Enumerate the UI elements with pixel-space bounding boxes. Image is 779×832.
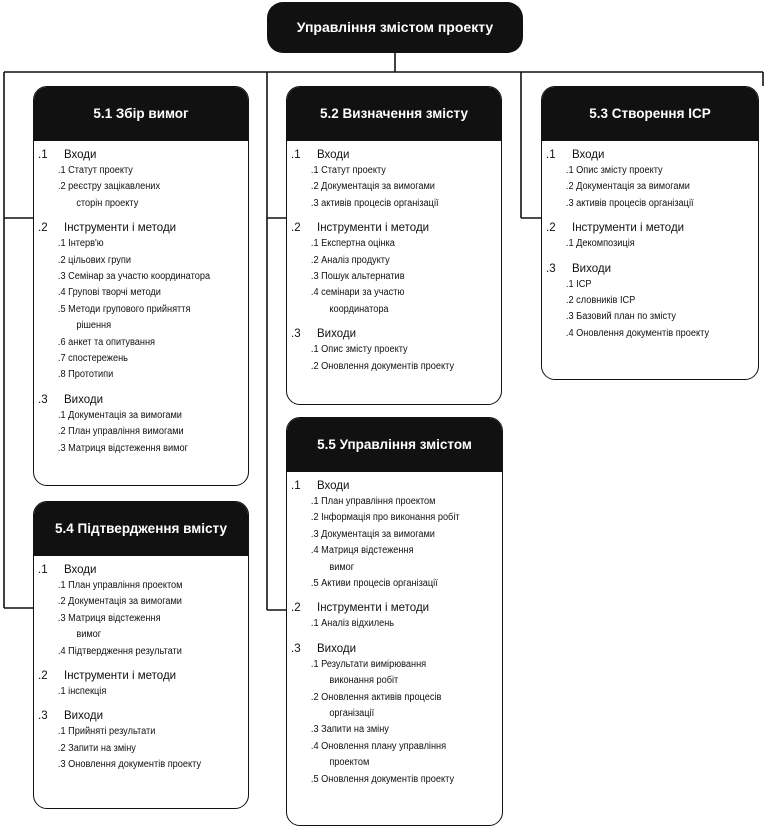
item-number: .1	[565, 238, 574, 250]
section	[34, 669, 248, 700]
list-item	[287, 196, 484, 212]
section-label: Інструменти і методи	[317, 602, 430, 615]
list-item	[34, 163, 231, 179]
section-label: Виходи	[64, 393, 103, 406]
list-item	[287, 342, 484, 358]
item-text: Активи процесів організації	[321, 578, 438, 590]
list-item	[287, 527, 485, 543]
item-text: Оновлення активів процесів	[321, 691, 442, 703]
item-number: .4	[310, 545, 319, 557]
item-text: реєстру зацікавлених	[68, 181, 161, 193]
list-item-continuation: виконання робіт	[329, 675, 399, 687]
item-number: .1	[310, 165, 319, 176]
list-item	[287, 739, 485, 755]
item-number: .5	[310, 578, 319, 590]
section-number: .2	[546, 222, 556, 235]
list-item-continuation: сторін проекту	[76, 197, 139, 209]
item-number: .2	[57, 742, 66, 754]
item-number: .2	[310, 360, 319, 372]
section-label: Входи	[572, 149, 605, 161]
list-item	[34, 441, 231, 457]
section-label: Інструменти і методи	[64, 670, 177, 683]
item-text: спостережень	[68, 353, 128, 365]
item-number: .2	[57, 254, 66, 266]
list-item	[287, 359, 484, 375]
item-number: .4	[57, 645, 66, 657]
item-text: Документація за вимогами	[576, 181, 690, 193]
item-text: Матриця відстеження	[321, 545, 414, 557]
section-title	[287, 642, 502, 657]
item-text: Документація за вимогами	[321, 528, 435, 540]
item-text: Опис змісту проекту	[321, 344, 408, 356]
section-label: Виходи	[572, 262, 611, 275]
item-text: Декомпозиція	[576, 238, 635, 250]
process-title: 5.3 Створення ІСР	[542, 87, 758, 141]
list-item	[287, 163, 484, 179]
section-label: Входи	[317, 149, 350, 161]
list-item	[287, 616, 485, 632]
section	[34, 148, 248, 212]
item-text: Статут проекту	[321, 165, 386, 176]
process-title: 5.4 Підтвердження вмісту	[34, 502, 248, 556]
list-item	[287, 772, 485, 788]
item-number: .1	[310, 658, 319, 670]
list-item	[542, 179, 741, 195]
item-number: .2	[57, 181, 66, 193]
process-body	[34, 556, 248, 787]
list-item	[34, 179, 231, 195]
list-item	[34, 367, 231, 383]
item-number: .1	[310, 618, 319, 630]
section-label: Інструменти і методи	[64, 222, 177, 235]
list-item-continuation: вимог	[329, 561, 355, 573]
list-item	[287, 253, 484, 269]
process-title: 5.5 Управління змістом	[287, 418, 502, 472]
item-text: Оновлення документів проекту	[321, 773, 455, 785]
list-item	[34, 335, 231, 351]
item-number: .1	[57, 409, 66, 421]
item-text: Прийняті результати	[68, 726, 156, 738]
item-number: .1	[57, 238, 66, 250]
list-item-continuation: координатора	[329, 303, 389, 315]
item-text: Інтерв'ю	[68, 238, 104, 250]
item-text: Документація за вимогами	[68, 409, 182, 421]
section-title	[542, 221, 758, 236]
item-number: .2	[57, 426, 66, 438]
item-number: .2	[310, 691, 319, 703]
section-label: Інструменти і методи	[572, 222, 685, 235]
section-label: Виходи	[317, 642, 356, 655]
item-number: .5	[57, 303, 66, 315]
list-item	[287, 285, 484, 301]
item-text: Семінар за участю координатора	[68, 271, 211, 283]
section-label: Входи	[317, 480, 350, 492]
item-text: Опис змісту проекту	[576, 165, 663, 176]
item-text: Експертна оцінка	[321, 238, 395, 250]
process-box-control-scope	[286, 417, 503, 826]
item-text: інспекція	[68, 686, 107, 698]
item-number: .1	[565, 278, 574, 290]
item-number: .4	[310, 740, 319, 752]
list-item-continuation: проектом	[329, 757, 370, 769]
section-label: Виходи	[317, 328, 356, 341]
item-number: .1	[310, 344, 319, 356]
list-item	[287, 269, 484, 285]
list-item-continuation: рішення	[76, 320, 112, 332]
item-number: .7	[57, 353, 66, 365]
item-number: .1	[57, 580, 66, 591]
section-label: Інструменти і методи	[317, 222, 430, 235]
item-text: Запити на зміну	[321, 724, 389, 736]
item-number: .2	[310, 254, 319, 266]
section-title	[287, 148, 501, 163]
section-number: .1	[291, 149, 301, 161]
list-item	[542, 196, 741, 212]
section-number: .1	[38, 564, 48, 576]
item-text: Оновлення документів проекту	[576, 327, 710, 339]
section-label: Входи	[64, 564, 97, 576]
item-number: .1	[310, 496, 319, 507]
item-text: Оновлення документів проекту	[68, 759, 202, 771]
section	[542, 148, 758, 212]
list-item	[542, 293, 741, 309]
item-number: .2	[565, 295, 574, 307]
list-item	[287, 179, 484, 195]
list-item	[34, 408, 231, 424]
item-text: семінари за участю	[321, 287, 405, 299]
list-item	[34, 285, 231, 301]
section-number: .3	[38, 710, 48, 723]
section	[34, 393, 248, 457]
section	[287, 221, 501, 318]
item-number: .3	[565, 197, 574, 209]
item-number: .3	[565, 311, 574, 323]
process-body	[287, 472, 502, 801]
list-item	[542, 163, 741, 179]
section	[542, 221, 758, 252]
item-text: Документація за вимогами	[68, 596, 182, 608]
list-item	[34, 684, 231, 700]
section-title	[287, 221, 501, 236]
list-item	[34, 578, 231, 594]
item-number: .1	[57, 686, 66, 698]
section-number: .2	[38, 222, 48, 235]
section	[34, 221, 248, 384]
item-number: .3	[310, 271, 319, 283]
list-item	[287, 690, 485, 706]
item-text: активів процесів організації	[321, 197, 439, 209]
list-item	[287, 657, 485, 673]
item-number: .4	[57, 287, 66, 299]
section-number: .1	[38, 149, 48, 161]
item-number: .1	[57, 165, 66, 176]
item-number: .2	[565, 181, 574, 193]
section-number: .2	[291, 602, 301, 615]
process-title: 5.2 Визначення змісту	[287, 87, 501, 141]
section-title	[34, 221, 248, 236]
section-title	[287, 479, 502, 494]
item-number: .3	[57, 442, 66, 454]
list-item	[34, 236, 231, 252]
item-number: .1	[310, 238, 319, 250]
item-text: Статут проекту	[68, 165, 133, 176]
item-text: Матриця відстеження вимог	[68, 442, 188, 454]
item-text: Оновлення плану управління	[321, 740, 447, 752]
item-text: Документація за вимогами	[321, 181, 435, 193]
item-text: План управління проектом	[321, 496, 436, 507]
list-item	[34, 644, 231, 660]
list-item	[34, 351, 231, 367]
section	[34, 563, 248, 660]
item-text: Аналіз відхилень	[321, 618, 395, 630]
list-item	[34, 424, 231, 440]
list-item	[287, 543, 485, 559]
list-item	[34, 269, 231, 285]
section-title	[542, 262, 758, 277]
item-number: .3	[310, 528, 319, 540]
item-number: .3	[310, 724, 319, 736]
list-item-continuation: вимог	[76, 629, 102, 641]
section-label: Входи	[64, 149, 97, 161]
process-body	[542, 141, 758, 355]
item-text: Базовий план по змісту	[576, 311, 677, 323]
process-body	[287, 141, 501, 388]
section-title	[34, 709, 248, 724]
section-number: .3	[38, 393, 48, 406]
list-item	[542, 309, 741, 325]
section	[287, 479, 502, 592]
list-item	[34, 302, 231, 318]
list-item-continuation: організації	[329, 708, 375, 720]
section-number: .1	[546, 149, 556, 161]
item-number: .3	[310, 197, 319, 209]
section-number: .3	[291, 328, 301, 341]
list-item	[34, 611, 231, 627]
section-number: .1	[291, 480, 301, 492]
process-body	[34, 141, 248, 470]
section-number: .3	[291, 642, 301, 655]
item-number: .6	[57, 336, 66, 348]
item-number: .8	[57, 369, 66, 381]
section-title	[287, 327, 501, 342]
item-text: Пошук альтернатив	[321, 271, 405, 283]
root-title: Управління змістом проекту	[296, 19, 494, 35]
process-box-create-wbs	[541, 86, 759, 380]
process-box-collect-requirements	[33, 86, 249, 486]
item-text: Аналіз продукту	[321, 254, 390, 266]
section	[34, 709, 248, 773]
section-title	[34, 669, 248, 684]
section-title	[34, 563, 248, 578]
item-number: .3	[57, 271, 66, 283]
item-number: .4	[310, 287, 319, 299]
item-number: .2	[57, 596, 66, 608]
section	[287, 642, 502, 788]
item-text: План управління вимогами	[68, 426, 184, 438]
section-number: .2	[38, 670, 48, 683]
item-text: Прототипи	[68, 369, 114, 381]
section-label: Виходи	[64, 710, 103, 723]
root-node	[267, 2, 523, 53]
item-text: Оновлення документів проекту	[321, 360, 455, 372]
section-title	[287, 601, 502, 616]
process-box-verify-scope	[33, 501, 249, 809]
item-number: .4	[565, 327, 574, 339]
item-number: .1	[565, 165, 574, 176]
list-item	[34, 724, 231, 740]
item-number: .1	[57, 726, 66, 738]
item-text: анкет та опитування	[68, 336, 156, 348]
item-text: План управління проектом	[68, 580, 183, 591]
section-title	[34, 148, 248, 163]
list-item	[34, 253, 231, 269]
list-item	[287, 494, 485, 510]
section-title	[542, 148, 758, 163]
item-text: ІСР	[576, 278, 592, 290]
list-item	[542, 236, 741, 252]
item-text: Запити на зміну	[68, 742, 136, 754]
section	[287, 148, 501, 212]
item-number: .3	[57, 759, 66, 771]
list-item	[542, 277, 741, 293]
item-number: .3	[57, 612, 66, 624]
item-text: Результати вимірювання	[321, 658, 427, 670]
list-item	[287, 236, 484, 252]
list-item	[287, 722, 485, 738]
item-number: .2	[310, 512, 319, 524]
item-text: Методи групового прийняття	[68, 303, 191, 315]
list-item	[34, 757, 231, 773]
list-item	[34, 741, 231, 757]
section-number: .3	[546, 262, 556, 275]
item-text: Підтвердження результати	[68, 645, 182, 657]
item-number: .5	[310, 773, 319, 785]
item-text: цільових групи	[68, 254, 132, 266]
list-item	[287, 510, 485, 526]
section	[542, 262, 758, 343]
item-text: словників ІСР	[576, 295, 636, 307]
list-item	[34, 594, 231, 610]
item-text: Матриця відстеження	[68, 612, 161, 624]
item-number: .2	[310, 181, 319, 193]
list-item	[287, 576, 485, 592]
section-number: .2	[291, 222, 301, 235]
section	[287, 601, 502, 632]
process-title: 5.1 Збір вимог	[34, 87, 248, 141]
item-text: Групові творчі методи	[68, 287, 161, 299]
item-text: Інформація про виконання робіт	[321, 512, 460, 524]
list-item	[542, 326, 741, 342]
item-text: активів процесів організації	[576, 197, 694, 209]
section	[287, 327, 501, 375]
process-box-define-scope	[286, 86, 502, 405]
section-title	[34, 393, 248, 408]
